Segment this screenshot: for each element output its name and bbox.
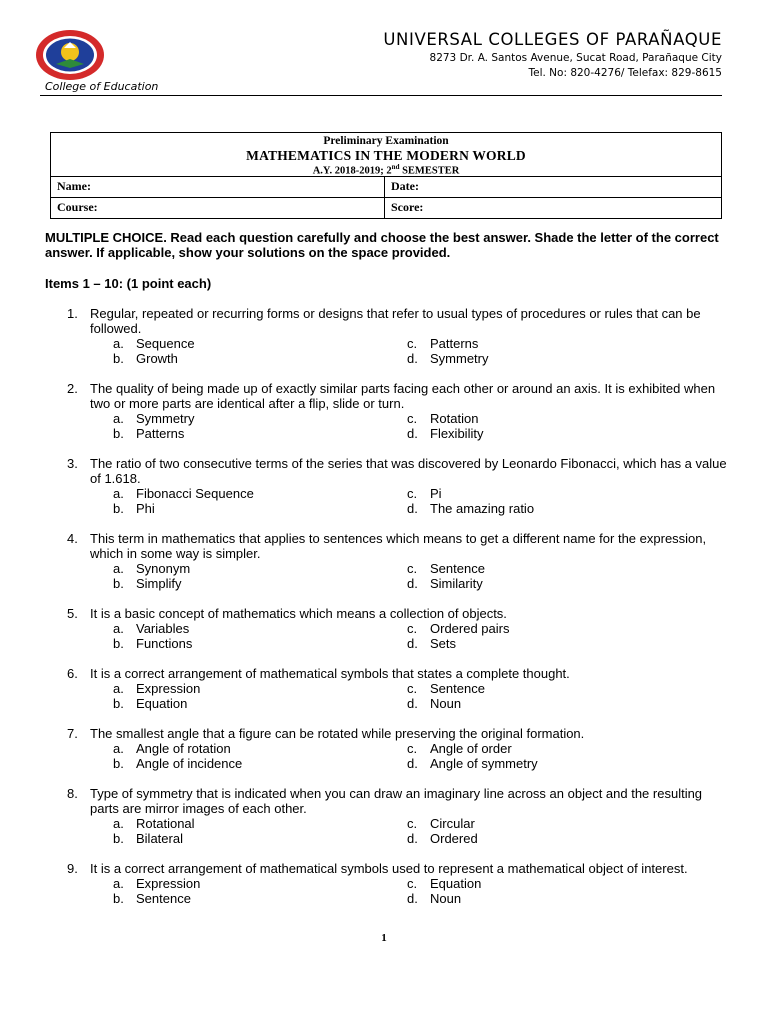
question-item — [0, 861, 768, 906]
answer-choice[interactable] — [113, 876, 407, 891]
answer-choice[interactable] — [113, 336, 407, 351]
question-number: 1. — [67, 306, 78, 321]
course-field[interactable]: Course: — [51, 198, 385, 218]
name-field[interactable]: Name: — [51, 177, 385, 197]
answer-choices — [113, 411, 768, 441]
choice-text: Equation — [136, 696, 188, 711]
answer-choice[interactable] — [113, 681, 407, 696]
exam-info-table — [50, 132, 722, 219]
choice-text: Sets — [430, 636, 457, 651]
answer-choice[interactable] — [407, 561, 707, 576]
choice-letter: d. — [407, 351, 418, 366]
answer-choice[interactable] — [113, 831, 407, 846]
answer-choice[interactable] — [113, 891, 407, 906]
choice-text: Angle of symmetry — [430, 756, 538, 771]
answer-choices — [113, 336, 768, 366]
choice-text: Growth — [136, 351, 178, 366]
answer-choice[interactable] — [113, 696, 407, 711]
answer-choice[interactable] — [407, 486, 707, 501]
college-name: College of Education — [45, 80, 159, 93]
answer-choice[interactable] — [113, 576, 407, 591]
answer-choice[interactable] — [407, 741, 707, 756]
answer-choice[interactable] — [113, 741, 407, 756]
choice-text: Simplify — [136, 576, 182, 591]
answer-choice[interactable] — [113, 756, 407, 771]
question-list — [0, 306, 768, 921]
question-item — [0, 456, 768, 516]
choice-text: Expression — [136, 876, 201, 891]
choice-letter: a. — [113, 876, 124, 891]
choice-letter: d. — [407, 636, 418, 651]
question-item — [0, 666, 768, 711]
choice-letter: c. — [407, 561, 418, 576]
answer-choice[interactable] — [407, 876, 707, 891]
choice-text: Sequence — [136, 336, 195, 351]
choice-text: Equation — [430, 876, 482, 891]
school-name: UNIVERSAL COLLEGES OF PARAÑAQUE — [383, 30, 722, 49]
choice-text: Fibonacci Sequence — [136, 486, 254, 501]
choice-text: Ordered — [430, 831, 478, 846]
choice-text: The amazing ratio — [430, 501, 535, 516]
question-text: It is a correct arrangement of mathematical symbols that states a complete thought. — [90, 666, 570, 681]
choice-text: Angle of rotation — [136, 741, 231, 756]
question-number: 2. — [67, 381, 78, 396]
choice-text: Rotational — [136, 816, 195, 831]
choice-letter: b. — [113, 831, 124, 846]
choice-letter: c. — [407, 486, 418, 501]
choice-letter: b. — [113, 756, 124, 771]
question-item — [0, 786, 768, 846]
choice-text: Functions — [136, 636, 193, 651]
question-text: The quality of being made up of exactly similar parts facing each other or around an axis. It is exhibited when two or more parts are identical after a flip, slide or turn. — [90, 381, 716, 411]
question-text: Regular, repeated or recurring forms or designs that refer to usual types of procedures or rules that can be followed. — [90, 306, 701, 336]
question-text: Type of symmetry that is indicated when you can draw an imaginary line across an object and the resulting parts are mirror images of each other. — [90, 786, 703, 816]
answer-choice[interactable] — [407, 411, 707, 426]
answer-choice[interactable] — [407, 681, 707, 696]
choice-letter: b. — [113, 351, 124, 366]
answer-choice[interactable] — [407, 831, 707, 846]
answer-choice[interactable] — [407, 636, 707, 651]
answer-choice[interactable] — [407, 891, 707, 906]
answer-choices — [113, 561, 768, 591]
question-text: The ratio of two consecutive terms of the series that was discovered by Leonardo Fibonacci, which has a value of 1.618. — [90, 456, 727, 486]
choice-letter: c. — [407, 816, 418, 831]
choice-letter: b. — [113, 576, 124, 591]
choice-letter: d. — [407, 891, 418, 906]
page-number: 1 — [381, 932, 387, 944]
answer-choices — [113, 816, 768, 846]
choice-letter: a. — [113, 336, 124, 351]
choice-text: Synonym — [136, 561, 191, 576]
answer-choice[interactable] — [407, 426, 707, 441]
choice-letter: a. — [113, 816, 124, 831]
exam-row-name-date — [51, 177, 721, 197]
choice-letter: d. — [407, 426, 418, 441]
exam-row-course-score — [51, 197, 721, 218]
choice-letter: a. — [113, 561, 124, 576]
choice-letter: c. — [407, 681, 418, 696]
answer-choice[interactable] — [113, 426, 407, 441]
date-field[interactable]: Date: — [391, 179, 419, 193]
choice-text: Symmetry — [430, 351, 489, 366]
choice-text: Bilateral — [136, 831, 183, 846]
choice-text: Patterns — [136, 426, 185, 441]
header-divider — [40, 95, 722, 96]
answer-choices — [113, 486, 768, 516]
answer-choice[interactable] — [407, 576, 707, 591]
question-item — [0, 306, 768, 366]
items-label: Items 1 – 10: (1 point each) — [45, 276, 212, 291]
choice-text: Flexibility — [430, 426, 484, 441]
exam-type: Preliminary Examination — [323, 135, 449, 147]
choice-letter: c. — [407, 876, 418, 891]
question-number: 7. — [67, 726, 78, 741]
answer-choice[interactable] — [113, 486, 407, 501]
choice-text: Sentence — [136, 891, 191, 906]
choice-letter: a. — [113, 741, 124, 756]
answer-choices — [113, 621, 768, 651]
answer-choice[interactable] — [113, 816, 407, 831]
choice-text: Expression — [136, 681, 201, 696]
choice-letter: a. — [113, 411, 124, 426]
question-text: The smallest angle that a figure can be rotated while preserving the original formation. — [90, 726, 585, 741]
answer-choices — [113, 741, 768, 771]
academic-year: A.Y. 2018-2019; 2nd SEMESTER — [312, 163, 460, 177]
answer-choice[interactable] — [113, 351, 407, 366]
choice-text: Phi — [136, 501, 155, 516]
question-number: 4. — [67, 531, 78, 546]
choice-text: Angle of order — [430, 741, 512, 756]
choice-text: Pi — [430, 486, 442, 501]
answer-choice[interactable] — [407, 351, 707, 366]
instructions: MULTIPLE CHOICE. Read each question carefully and choose the best answer. Shade the letter of the correct answer. If applicable, show your solutions on the space provided. — [45, 230, 719, 260]
choice-letter: d. — [407, 501, 418, 516]
choice-text: Variables — [136, 621, 190, 636]
choice-letter: d. — [407, 831, 418, 846]
choice-letter: b. — [113, 696, 124, 711]
choice-letter: c. — [407, 336, 418, 351]
choice-letter: a. — [113, 621, 124, 636]
question-item — [0, 606, 768, 651]
score-field[interactable]: Score: — [391, 200, 424, 214]
exam-subject: MATHEMATICS IN THE MODERN WORLD — [246, 148, 526, 163]
question-item — [0, 531, 768, 591]
choice-text: Angle of incidence — [136, 756, 243, 771]
question-number: 8. — [67, 786, 78, 801]
exam-title-block — [51, 133, 721, 177]
answer-choice[interactable] — [407, 501, 707, 516]
choice-letter: b. — [113, 636, 124, 651]
choice-letter: a. — [113, 486, 124, 501]
question-item — [0, 381, 768, 441]
choice-letter: c. — [407, 411, 418, 426]
question-number: 9. — [67, 861, 78, 876]
answer-choice[interactable] — [407, 696, 707, 711]
choice-text: Ordered pairs — [430, 621, 510, 636]
question-text: This term in mathematics that applies to sentences which means to get a different name for the expression, which in some way is simpler. — [90, 531, 707, 561]
question-number: 5. — [67, 606, 78, 621]
answer-choice[interactable] — [113, 636, 407, 651]
answer-choice[interactable] — [113, 411, 407, 426]
answer-choice[interactable] — [113, 561, 407, 576]
answer-choice[interactable] — [113, 501, 407, 516]
choice-text: Similarity — [430, 576, 483, 591]
choice-text: Sentence — [430, 561, 485, 576]
choice-letter: d. — [407, 756, 418, 771]
choice-text: Sentence — [430, 681, 485, 696]
answer-choice[interactable] — [407, 621, 707, 636]
choice-letter: b. — [113, 891, 124, 906]
choice-text: Noun — [430, 696, 462, 711]
question-text: It is a basic concept of mathematics which means a collection of objects. — [90, 606, 507, 621]
answer-choice[interactable] — [113, 621, 407, 636]
question-number: 6. — [67, 666, 78, 681]
answer-choice[interactable] — [407, 756, 707, 771]
choice-text: Circular — [430, 816, 475, 831]
answer-choice[interactable] — [407, 336, 707, 351]
choice-letter: a. — [113, 681, 124, 696]
choice-letter: b. — [113, 426, 124, 441]
choice-text: Noun — [430, 891, 462, 906]
choice-letter: c. — [407, 621, 418, 636]
answer-choices — [113, 876, 768, 906]
choice-letter: b. — [113, 501, 124, 516]
answer-choices — [113, 681, 768, 711]
question-text: It is a correct arrangement of mathematical symbols used to represent a mathematical object of interest. — [90, 861, 688, 876]
answer-choice[interactable] — [407, 816, 707, 831]
school-address: 8273 Dr. A. Santos Avenue, Sucat Road, Parañaque City — [429, 52, 722, 64]
choice-text: Symmetry — [136, 411, 195, 426]
school-seal-icon — [34, 28, 106, 82]
choice-text: Rotation — [430, 411, 479, 426]
question-item — [0, 726, 768, 771]
choice-letter: c. — [407, 741, 418, 756]
choice-text: Patterns — [430, 336, 479, 351]
question-number: 3. — [67, 456, 78, 471]
school-telephone: Tel. No: 820-4276/ Telefax: 829-8615 — [528, 67, 722, 79]
choice-letter: d. — [407, 576, 418, 591]
choice-letter: d. — [407, 696, 418, 711]
